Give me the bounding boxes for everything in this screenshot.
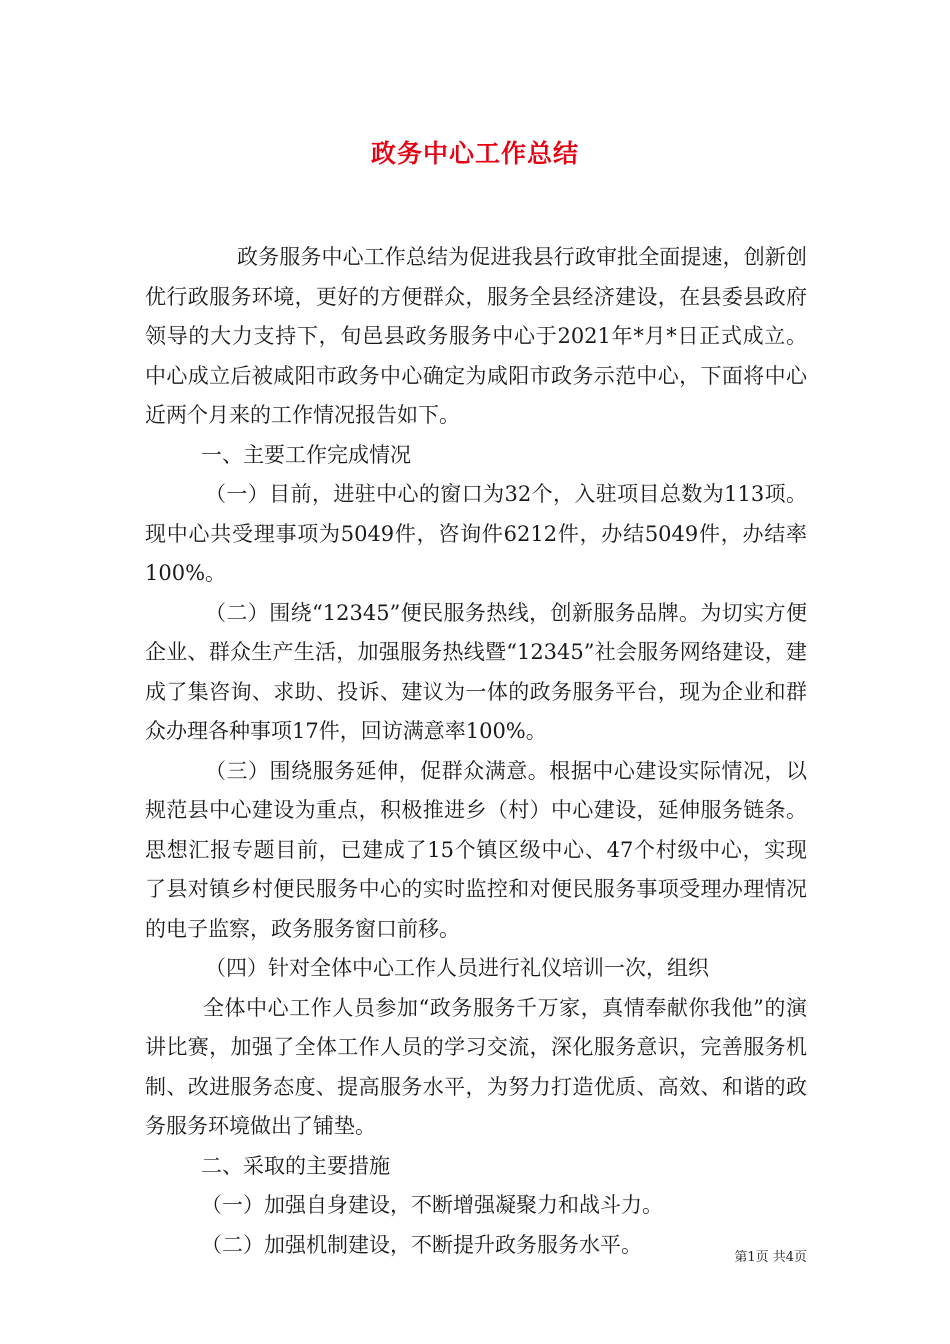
section-heading-2: 二、采取的主要措施 (201, 1153, 390, 1178)
document-title: 政务中心工作总结 (370, 139, 579, 168)
section-heading-1: 一、主要工作完成情况 (201, 442, 411, 467)
item-paragraph-3: （三）围绕服务延伸，促群众满意。根据中心建设实际情况，以规范县中心建设为重点，积极推进乡（村）中心建设，延伸服务链条。思想汇报专题目前，已建成了15个镇区级中心、47个村级中心，实现了县对镇乡村便民服务中心的实时监控和对便民服务事项受理办理情况的电子监察，政务服务窗口前移。 (145, 758, 807, 941)
item-paragraph-1: （一）目前，进驻中心的窗口为32个，入驻项目总数为113项。现中心共受理事项为5049件，咨询件6212件，办结5049件，办结率100%。 (145, 482, 807, 585)
page-number-footer: 第1页 共4页 (734, 1250, 807, 1265)
item-paragraph-2: （二）围绕“12345”便民服务热线，创新服务品牌。为切实方便企业、群众生产生活，加强服务热线暨“12345”社会服务网络建设，建成了集咨询、求助、投诉、建议为一体的政务服务平台，现为企业和群众办理各种事项17件，回访满意率100%。 (145, 600, 807, 743)
intro-paragraph: 政务服务中心工作总结为促进我县行政审批全面提速，创新创优行政服务环境，更好的方便群众，服务全县经济建设，在县委县政府领导的大力支持下，旬邑县政务服务中心于2021年*月*日正式成立。中心成立后被咸阳市政务中心确定为咸阳市政务示范中心，下面将中心近两个月来的工作情况报告如下。 (145, 245, 807, 427)
measure-paragraph-2: （二）加强机制建设，不断提升政务服务水平。 (201, 1232, 642, 1257)
document-body (145, 238, 807, 1265)
measure-paragraph-1: （一）加强自身建设，不断增强凝聚力和战斗力。 (201, 1193, 663, 1217)
item-paragraph-4: （四）针对全体中心工作人员进行礼仪培训一次，组织 (205, 956, 709, 980)
item-paragraph-4-continued: 全体中心工作人员参加“政务服务千万家，真情奉献你我他”的演讲比赛，加强了全体工作人员的学习交流，深化服务意识，完善服务机制、改进服务态度、提高服务水平，为努力打造优质、高效、和谐的政务服务环境做出了铺垫。 (145, 995, 807, 1138)
